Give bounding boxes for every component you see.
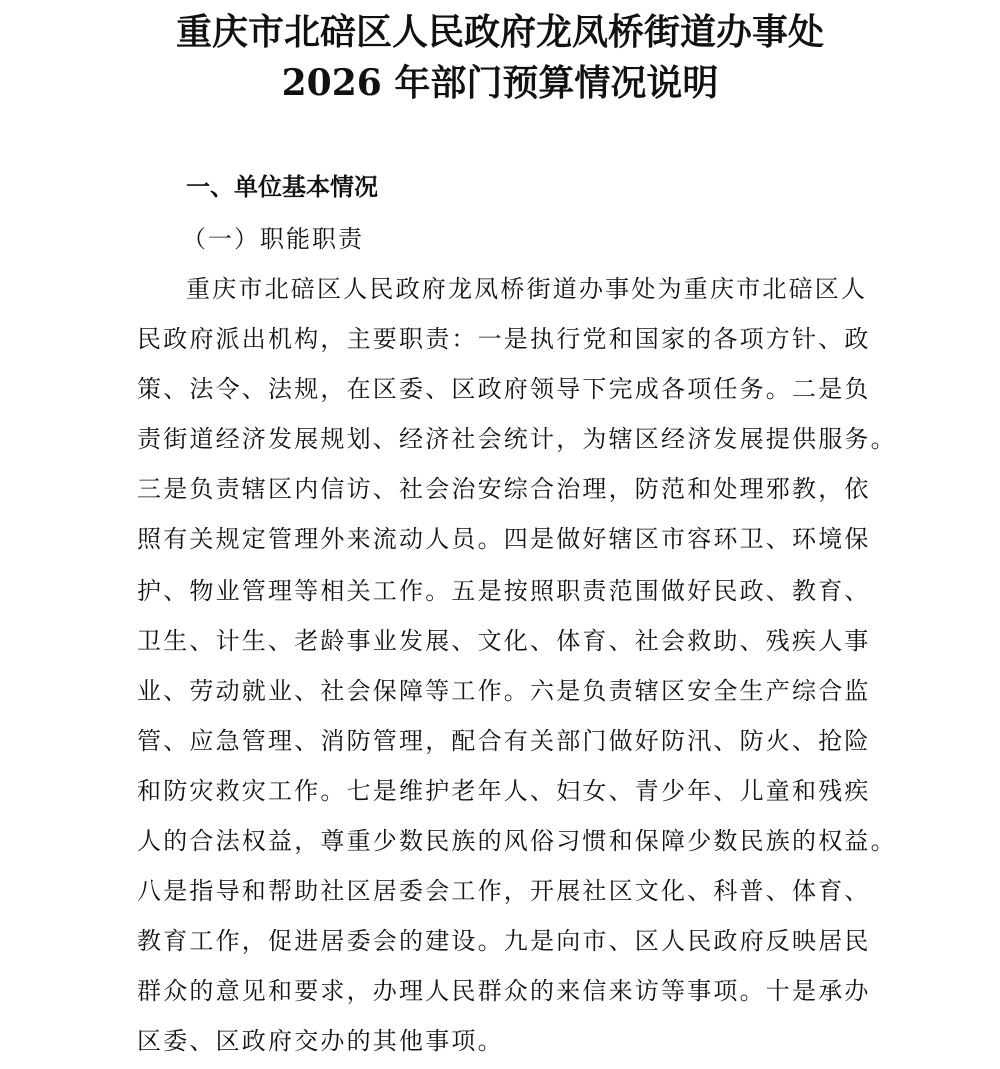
paragraph-line: 八是指导和帮助社区居委会工作，开展社区文化、科普、体育、 (137, 877, 871, 905)
subsection-heading: （一）职能职责 (182, 225, 364, 253)
paragraph-line: 教育工作，促进居委会的建设。九是向市、区人民政府反映居民 (137, 927, 871, 955)
paragraph-line: 三是负责辖区内信访、社会治安综合治理，防范和处理邪教，依 (137, 475, 871, 503)
document-title-line-1: 重庆市北碚区人民政府龙凤桥街道办事处 (175, 11, 824, 53)
paragraph-line: 责街道经济发展规划、经济社会统计，为辖区经济发展提供服务。 (137, 425, 897, 453)
paragraph-line: 和防灾救灾工作。七是维护老年人、妇女、青少年、儿童和残疾 (137, 777, 871, 805)
paragraph-line: 策、法令、法规，在区委、区政府领导下完成各项任务。二是负 (137, 375, 871, 403)
paragraph-line: 管、应急管理、消防管理，配合有关部门做好防汛、防火、抢险 (137, 727, 871, 755)
paragraph-line: 护、物业管理等相关工作。五是按照职责范围做好民政、教育、 (137, 577, 871, 605)
paragraph-line: 区委、区政府交办的其他事项。 (137, 1027, 504, 1055)
document-title-line-2: 2026 年部门预算情况说明 (281, 62, 719, 104)
paragraph-line: 民政府派出机构，主要职责：一是执行党和国家的各项方针、政 (137, 325, 871, 353)
paragraph-line: 业、劳动就业、社会保障等工作。六是负责辖区安全生产综合监 (137, 677, 871, 705)
paragraph-line: 群众的意见和要求，办理人民群众的来信来访等事项。十是承办 (137, 977, 871, 1005)
section-heading: 一、单位基本情况 (186, 173, 378, 201)
paragraph-line: 卫生、计生、老龄事业发展、文化、体育、社会救助、残疾人事 (137, 627, 871, 655)
paragraph-line: 人的合法权益，尊重少数民族的风俗习惯和保障少数民族的权益。 (137, 827, 897, 855)
paragraph-line: 重庆市北碚区人民政府龙凤桥街道办事处为重庆市北碚区人 (186, 275, 868, 303)
paragraph-line: 照有关规定管理外来流动人员。四是做好辖区市容环卫、环境保 (137, 525, 871, 553)
